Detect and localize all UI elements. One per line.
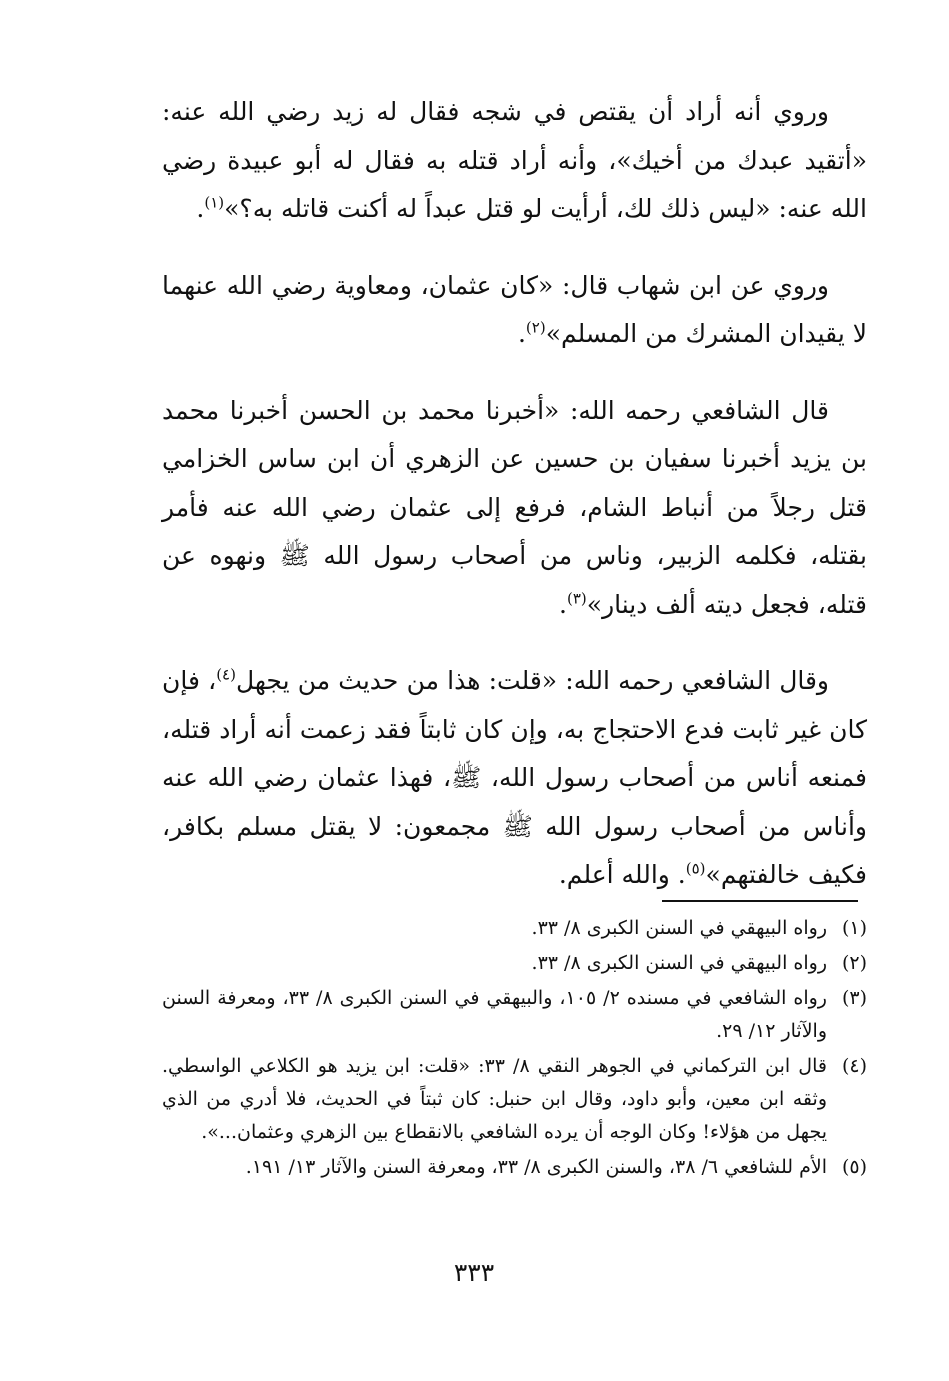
footnote-number: (٥) <box>841 1156 867 1178</box>
footnote-reference: (٤) <box>216 665 236 684</box>
footnote-text: رواه الشافعي في مسنده ٢/ ١٠٥، والبيهقي في السنن الكبرى ٨/ ٣٣، ومعرفة السنن والآثار ١٢/ ٢٩. <box>162 987 827 1042</box>
paragraph-text: وروي أنه أراد أن يقتص في شجه فقال له زيد رضي الله عنه: «أتقيد عبدك من أخيك»، وأنه أراد قتله به فقال له أبو عبيدة رضي الله عنه: «ليس ذلك لك، أرأيت لو قتل عبداً له أكنت قاتله به؟» <box>162 97 867 223</box>
page-number: ٣٣٣ <box>453 1258 495 1287</box>
paragraph-text: . <box>517 319 526 348</box>
paragraph-text: . والله أعلم. <box>558 860 686 889</box>
paragraph-text: وقال الشافعي رحمه الله: «قلت: هذا من حديث من يجهل <box>235 666 829 695</box>
footnotes <box>162 912 867 1184</box>
footnote-reference: (١) <box>204 193 225 212</box>
footnote-number: (٤) <box>841 1055 867 1077</box>
footnote-text: الأم للشافعي ٦/ ٣٨، والسنن الكبرى ٨/ ٣٣، ومعرفة السنن والآثار ١٣/ ١٩١. <box>245 1156 827 1178</box>
footnote-number: (٣) <box>841 987 867 1009</box>
footnote-reference: (٢) <box>525 318 546 337</box>
paragraph-text: وروي عن ابن شهاب قال: «كان عثمان، ومعاوية رضي الله عنهما لا يقيدان المشرك من المسلم» <box>162 270 867 348</box>
footnote <box>162 982 867 1048</box>
footnote <box>162 1151 867 1184</box>
footnote-number: (١) <box>841 917 867 939</box>
paragraph <box>162 657 867 900</box>
paragraph <box>162 262 867 359</box>
paragraph <box>162 88 867 234</box>
paragraph-text: ، فإن كان غير ثابت فدع الاحتجاج به، وإن كان ثابتاً فقد زعمت أنه أراد قتله، فمنعه أناس من أصحاب رسول الله، ﷺ، فهذا عثمان رضي الله عنه وأناس من أصحاب رسول الله ﷺ مجمعون: لا يقتل مسلم بكافر، فكيف خالفتهم» <box>162 666 867 889</box>
footnote-number: (٢) <box>841 952 867 974</box>
footnote <box>162 1050 867 1149</box>
paragraph-text: قال الشافعي رحمه الله: «أخبرنا محمد بن الحسن أخبرنا محمد بن يزيد أخبرنا سفيان بن حسين عن الزهري أن ابن ساس الخزامي قتل رجلاً من أنباط الشام، فرفع إلى عثمان رضي الله عنه فأمر بقتله، فكلمه الزبير، وناس من أصحاب رسول الله ﷺ ونهوه عن قتله، فجعل ديته ألف دينار» <box>162 395 867 619</box>
paragraph-text: . <box>196 194 205 223</box>
footnote <box>162 912 867 945</box>
footnote-reference: (٣) <box>567 589 587 608</box>
footnote-separator <box>662 900 858 902</box>
footnote-text: رواه البيهقي في السنن الكبرى ٨/ ٣٣. <box>531 917 827 939</box>
footnote-reference: (٥) <box>685 859 706 878</box>
footnote-text: قال ابن التركماني في الجوهر النقي ٨/ ٣٣: «قلت: ابن يزيد هو الكلاعي الواسطي. وثقه ابن معين، وأبو داود، وقال ابن حنبل: كان ثبتاً في الحديث، فلا أدري من الذي يجهل من هؤلاء! وكان الوجه أن يرده الشافعي بالانقطاع بين الزهري وعثمان...». <box>162 1055 827 1143</box>
main-text <box>162 88 867 900</box>
footnote <box>162 947 867 980</box>
paragraph <box>162 387 867 630</box>
footnote-text: رواه البيهقي في السنن الكبرى ٨/ ٣٣. <box>531 952 827 974</box>
paragraph-text: . <box>559 589 567 619</box>
